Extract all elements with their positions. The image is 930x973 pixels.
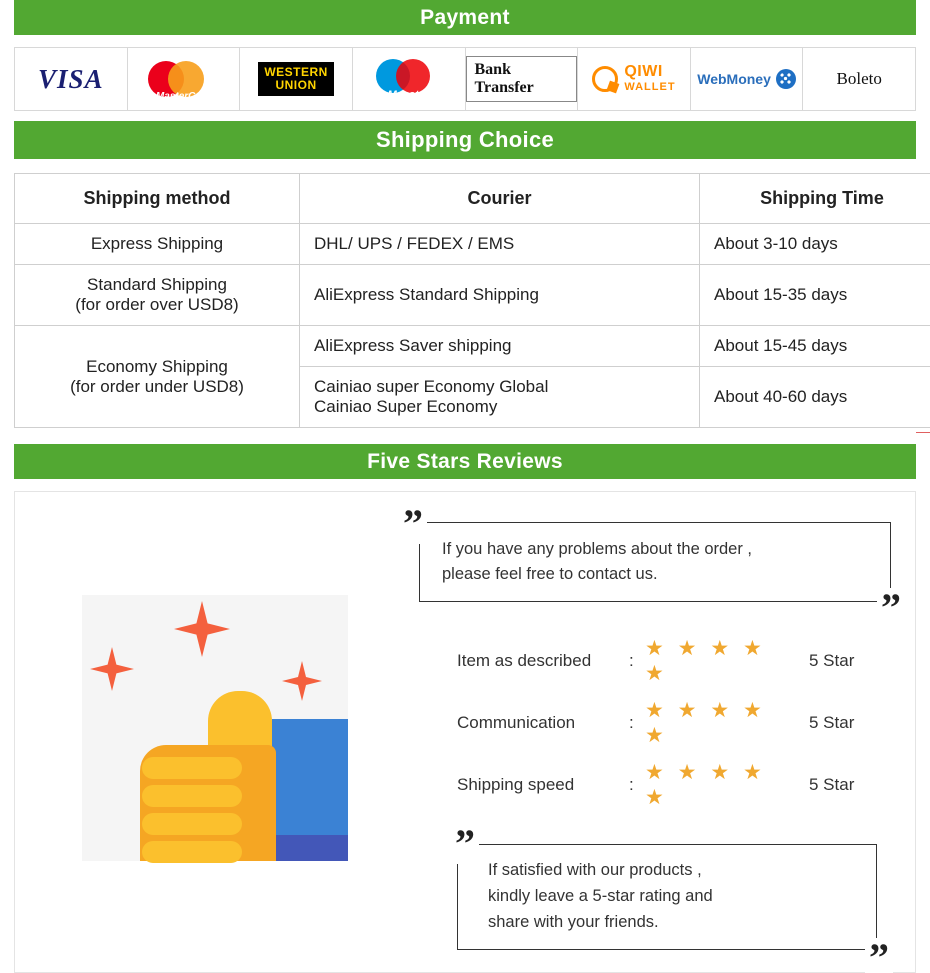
satisfaction-quote-line3: share with your friends. [488, 909, 858, 935]
western-union-logo [258, 62, 334, 96]
contact-quote-line1: If you have any problems about the order , [442, 537, 872, 562]
contact-quote-line2: please feel free to contact us. [442, 562, 872, 587]
edge-marker [916, 432, 930, 433]
qiwi-line2: WALLET [624, 81, 675, 93]
boleto-label: Boleto [837, 69, 882, 88]
finger-shape [142, 841, 242, 863]
cell-time-express: About 3-10 days [700, 224, 930, 265]
rating-stars-icon: ★ ★ ★ ★ ★ [645, 636, 795, 686]
rating-stars-icon: ★ ★ ★ ★ ★ [645, 698, 795, 748]
reviews-section-title: Five Stars Reviews [14, 444, 916, 479]
payment-method-bank-transfer [466, 48, 579, 110]
satisfaction-quote-line2: kindly leave a 5-star rating and [488, 883, 858, 909]
cell-method-economy-sub: (for order under USD8) [29, 377, 285, 397]
rating-value: 5 Star [809, 651, 854, 671]
satisfaction-quote-line1: If satisfied with our products , [488, 857, 858, 883]
table-header-row [15, 174, 930, 224]
quote-open-icon: ” [399, 504, 427, 544]
qiwi-line1: QIWI [624, 63, 662, 80]
finger-shape [142, 785, 242, 807]
rating-value: 5 Star [809, 775, 854, 795]
cell-courier-express: DHL/ UPS / FEDEX / EMS [300, 224, 700, 265]
shipping-table-wrapper [14, 173, 916, 428]
cell-courier-saver: AliExpress Saver shipping [300, 326, 700, 367]
western-union-line1: WESTERN [264, 65, 328, 79]
cell-method-standard [15, 265, 300, 326]
cell-method-economy [15, 326, 300, 428]
rating-row-communication [457, 698, 891, 748]
rating-colon: : [629, 713, 645, 733]
quote-open-icon: ” [451, 824, 479, 864]
rating-row-shipping-speed [457, 760, 891, 810]
payment-method-visa [15, 48, 128, 110]
sparkle-icon [90, 647, 134, 691]
satisfaction-quote-block [457, 844, 877, 950]
rating-stars-icon: ★ ★ ★ ★ ★ [645, 760, 795, 810]
thumbs-up-artwork [82, 595, 348, 861]
header-shipping-method: Shipping method [15, 174, 300, 224]
webmoney-logo [697, 69, 796, 89]
maestro-red-circle-icon [396, 59, 430, 93]
webmoney-label: WebMoney [697, 71, 771, 87]
visa-logo: VISA [38, 64, 104, 95]
sparkle-icon [174, 601, 230, 657]
finger-shape [142, 757, 242, 779]
header-shipping-time: Shipping Time [700, 174, 930, 224]
payment-method-western-union [240, 48, 353, 110]
cell-courier-cainiao-line2: Cainiao Super Economy [314, 397, 685, 417]
shipping-table [14, 173, 930, 428]
cell-time-saver: About 15-45 days [700, 326, 930, 367]
payment-methods-strip [14, 47, 916, 111]
rating-value: 5 Star [809, 713, 854, 733]
cell-time-cainiao: About 40-60 days [700, 367, 930, 428]
cell-courier-standard: AliExpress Standard Shipping [300, 265, 700, 326]
bank-transfer-logo: Bank Transfer [466, 56, 578, 102]
sparkle-icon [282, 661, 322, 701]
cell-method-express: Express Shipping [15, 224, 300, 265]
rating-label: Item as described [457, 651, 629, 671]
quote-close-icon: ” [865, 938, 893, 973]
payment-section-title: Payment [14, 0, 916, 35]
reviews-content [415, 506, 915, 950]
payment-method-boleto [803, 48, 915, 110]
contact-quote-frame [419, 522, 891, 602]
qiwi-logo [592, 65, 675, 94]
satisfaction-quote-frame [457, 844, 877, 950]
mastercard-logo [146, 57, 220, 101]
contact-quote-block [419, 522, 891, 602]
rating-colon: : [629, 775, 645, 795]
payment-method-qiwi [578, 48, 691, 110]
cell-courier-cainiao [300, 367, 700, 428]
cell-courier-cainiao-line1: Cainiao super Economy Global [314, 377, 685, 397]
webmoney-dot-icon [776, 69, 796, 89]
cell-method-economy-main: Economy Shipping [29, 357, 285, 377]
shipping-section-title: Shipping Choice [14, 121, 916, 159]
mastercard-label: MasterCard [146, 91, 220, 102]
maestro-logo [370, 59, 448, 99]
cell-method-standard-main: Standard Shipping [29, 275, 285, 295]
rating-colon: : [629, 651, 645, 671]
rating-row-item-as-described [457, 636, 891, 686]
qiwi-mark-icon [592, 66, 618, 92]
maestro-label: Maestro [370, 89, 448, 101]
rating-label: Communication [457, 713, 629, 733]
ratings-list [457, 636, 891, 810]
boleto-logo [837, 69, 882, 89]
payment-method-webmoney [691, 48, 804, 110]
cell-method-standard-sub: (for order over USD8) [29, 295, 285, 315]
quote-close-icon: ” [877, 588, 905, 628]
table-row [15, 224, 930, 265]
rating-label: Shipping speed [457, 775, 629, 795]
sleeve-cuff-shape [272, 835, 348, 861]
finger-shape [142, 813, 242, 835]
western-union-line2: UNION [275, 78, 316, 92]
header-courier: Courier [300, 174, 700, 224]
payment-method-maestro [353, 48, 466, 110]
table-row [15, 326, 930, 367]
thumbs-up-illustration [15, 506, 415, 950]
payment-method-mastercard [128, 48, 241, 110]
cell-time-standard: About 15-35 days [700, 265, 930, 326]
table-row [15, 265, 930, 326]
reviews-panel [14, 491, 916, 973]
